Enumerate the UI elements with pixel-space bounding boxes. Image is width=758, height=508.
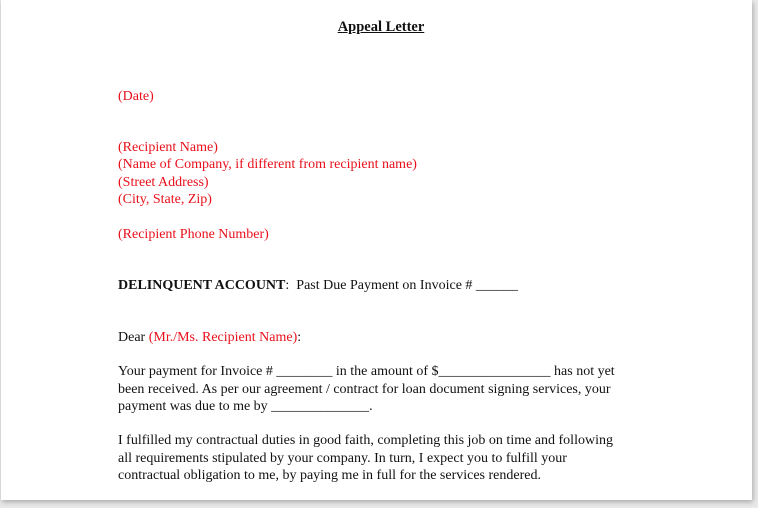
paragraph-line: been received. As per our agreement / contract for loan document signing services, your — [118, 381, 611, 397]
subject-label: DELINQUENT ACCOUNT — [118, 278, 286, 293]
paragraph-line: I fulfilled my contractual duties in good faith, completing this job on time and following — [118, 433, 613, 448]
recipient-phone-placeholder: (Recipient Phone Number) — [118, 227, 269, 242]
date-placeholder: (Date) — [118, 89, 154, 104]
paragraph-line: all requirements stipulated by your company. In turn, I expect you to fulfill your — [118, 450, 567, 466]
salutation-dear: Dear — [118, 330, 149, 345]
company-name-placeholder: (Name of Company, if different from recipient name) — [118, 157, 417, 172]
paragraph-line: Your payment for Invoice # ________ in the amount of $________________ has not yet — [118, 364, 615, 379]
paragraph-line: contractual obligation to me, by paying me in full for the services rendered. — [118, 468, 541, 483]
salutation-name-placeholder: (Mr./Ms. Recipient Name) — [148, 330, 298, 345]
payment-paragraph — [118, 363, 678, 416]
subject-text: : Past Due Payment on Invoice # ______ — [285, 278, 518, 293]
letter-title: Appeal Letter — [337, 19, 425, 35]
city-state-zip-placeholder: (City, State, Zip) — [118, 192, 212, 207]
recipient-name-placeholder: (Recipient Name) — [118, 140, 218, 155]
obligation-paragraph — [118, 432, 678, 485]
subject-line — [118, 277, 518, 294]
salutation — [118, 329, 301, 346]
street-address-placeholder: (Street Address) — [118, 175, 209, 190]
salutation-colon: : — [297, 330, 302, 345]
letter-page — [1, 0, 752, 500]
paragraph-line: payment was due to me by ______________. — [118, 399, 373, 414]
